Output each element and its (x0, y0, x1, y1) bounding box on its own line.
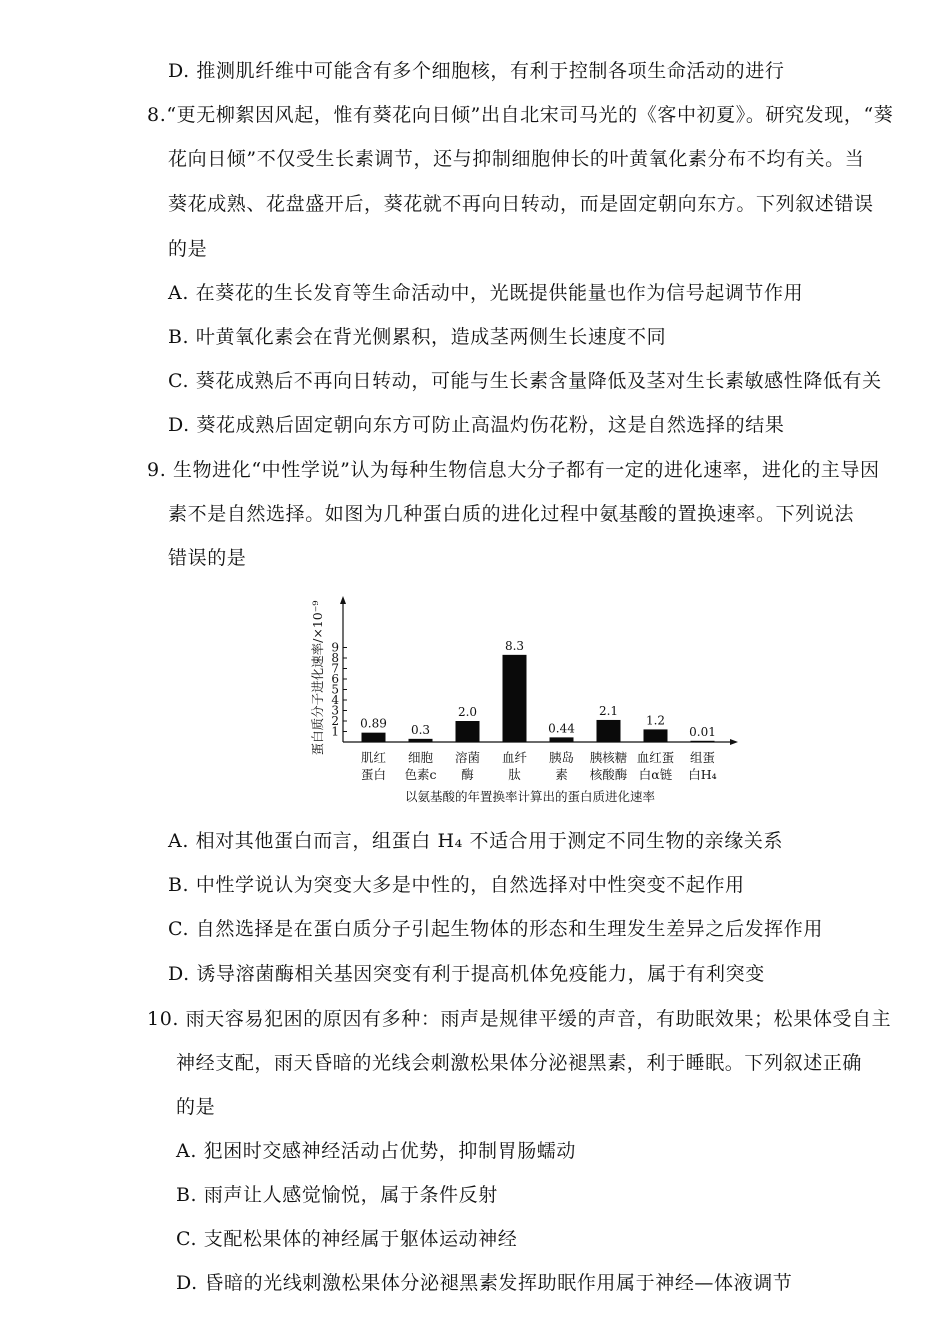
x-category-label-line1: 血纤 (501, 750, 528, 765)
x-category-label-line2: 白α链 (638, 767, 673, 782)
q8-stem-line-2: 花向日倾”不仅受生长素调节，还与抑制细胞伸长的叶黄氧化素分布不均有关。当 (168, 148, 865, 170)
q8-stem-line-1: 8.“更无柳絮因风起，惟有葵花向日倾”出自北宋司马光的《客中初夏》。研究发现，“葵 (147, 104, 894, 126)
x-category-label-line1: 溶菌 (454, 750, 481, 765)
protein-evolution-rate-chart (300, 588, 750, 810)
bar (503, 655, 527, 742)
y-tick-label: 3 (331, 703, 339, 718)
y-tick-label: 1 (331, 724, 339, 739)
x-category-label-line2: 色素c (404, 767, 437, 782)
q8-stem-line-3: 葵花成熟、花盘盛开后，葵花就不再向日转动，而是固定朝向东方。下列叙述错误 (168, 193, 874, 215)
y-axis-arrow (340, 596, 346, 604)
bar-value-label: 0.01 (689, 724, 716, 739)
bar (597, 720, 621, 742)
q9-stem-line-3: 错误的是 (168, 547, 247, 569)
x-category-label-line2: 酶 (461, 767, 474, 782)
q10-stem-line-3: 的是 (176, 1096, 216, 1118)
y-tick-label: 7 (331, 661, 339, 676)
y-tick-label: 4 (331, 693, 339, 707)
bar (644, 729, 668, 742)
bar-value-label: 2.0 (457, 705, 478, 719)
q9-option-b: B. 中性学说认为突变大多是中性的，自然选择对中性突变不起作用 (168, 874, 745, 896)
q9-option-c: C. 自然选择是在蛋白质分子引起生物体的形态和生理发生差异之后发挥作用 (168, 918, 823, 940)
bar (409, 739, 433, 742)
q9-option-d: D. 诱导溶菌酶相关基因突变有利于提高机体免疫能力，属于有利突变 (168, 963, 765, 985)
q8-option-b: B. 叶黄氧化素会在背光侧累积，造成茎两侧生长速度不同 (168, 326, 667, 348)
q7-option-d: D. 推测肌纤维中可能含有多个细胞核，有利于控制各项生命活动的进行 (168, 60, 785, 82)
q10-stem-line-1: 10. 雨天容易犯困的原因有多种：雨声是规律平缓的声音，有助眠效果；松果体受自主 (147, 1008, 892, 1030)
bar (456, 721, 480, 742)
bar-value-label: 2.1 (598, 703, 619, 718)
y-axis-label: 蛋白质分子进化速率/×10⁻⁹ (310, 600, 325, 756)
q10-option-b: B. 雨声让人感觉愉悦，属于条件反射 (176, 1184, 498, 1206)
y-tick-label: 9 (331, 640, 339, 655)
q10-option-c: C. 支配松果体的神经属于躯体运动神经 (176, 1228, 518, 1250)
bar-value-label: 0.3 (410, 722, 431, 737)
q9-stem-line-2: 素不是自然选择。如图为几种蛋白质的进化过程中氨基酸的置换速率。下列说法 (168, 503, 855, 525)
y-tick-label: 5 (331, 682, 339, 697)
bar (691, 741, 715, 742)
chart-caption: 以氨基酸的年置换率计算出的蛋白质进化速率 (404, 789, 656, 804)
q8-option-d: D. 葵花成熟后固定朝向东方可防止高温灼伤花粉，这是自然选择的结果 (168, 414, 785, 436)
q10-option-d: D. 昏暗的光线刺激松果体分泌褪黑素发挥助眠作用属于神经—体液调节 (176, 1272, 793, 1294)
q8-stem-line-4: 的是 (168, 238, 208, 260)
y-tick-label: 8 (331, 651, 339, 665)
x-axis-arrow (730, 739, 738, 745)
q9-option-a: A. 相对其他蛋白而言，组蛋白 H₄ 不适合用于测定不同生物的亲缘关系 (168, 830, 784, 852)
bar (362, 733, 386, 742)
bar-chart-svg (300, 588, 750, 810)
x-category-label-line2: 肽 (508, 767, 521, 782)
x-category-label-line1: 血红蛋 (636, 750, 675, 765)
x-category-label-line2: 白H₄ (688, 767, 717, 782)
y-tick-label: 6 (331, 672, 339, 686)
bar (550, 737, 574, 742)
q8-option-a: A. 在葵花的生长发育等生命活动中，光既提供能量也作为信号起调节作用 (168, 282, 804, 304)
x-category-label-line1: 组蛋 (689, 750, 716, 765)
x-category-label-line1: 胰核糖 (589, 750, 628, 765)
x-category-label-line2: 核酸酶 (589, 767, 628, 782)
bar-value-label: 0.44 (548, 721, 575, 736)
bar-value-label: 0.89 (360, 716, 387, 731)
bar-value-label: 1.2 (645, 713, 666, 728)
x-category-label-line2: 蛋白 (360, 767, 387, 782)
q10-option-a: A. 犯困时交感神经活动占优势，抑制胃肠蠕动 (176, 1140, 577, 1162)
q10-stem-line-2: 神经支配，雨天昏暗的光线会刺激松果体分泌褪黑素，利于睡眠。下列叙述正确 (176, 1052, 863, 1074)
bar-value-label: 8.3 (504, 638, 525, 653)
y-tick-label: 2 (331, 714, 339, 728)
q9-stem-line-1: 9. 生物进化“中性学说”认为每种生物信息大分子都有一定的进化速率，进化的主导因 (147, 459, 880, 481)
q8-option-c: C. 葵花成熟后不再向日转动，可能与生长素含量降低及茎对生长素敏感性降低有关 (168, 370, 882, 392)
x-category-label-line1: 肌红 (360, 750, 387, 765)
x-category-label-line2: 素 (555, 767, 568, 782)
x-category-label-line1: 细胞 (407, 750, 434, 765)
x-category-label-line1: 胰岛 (548, 750, 575, 765)
